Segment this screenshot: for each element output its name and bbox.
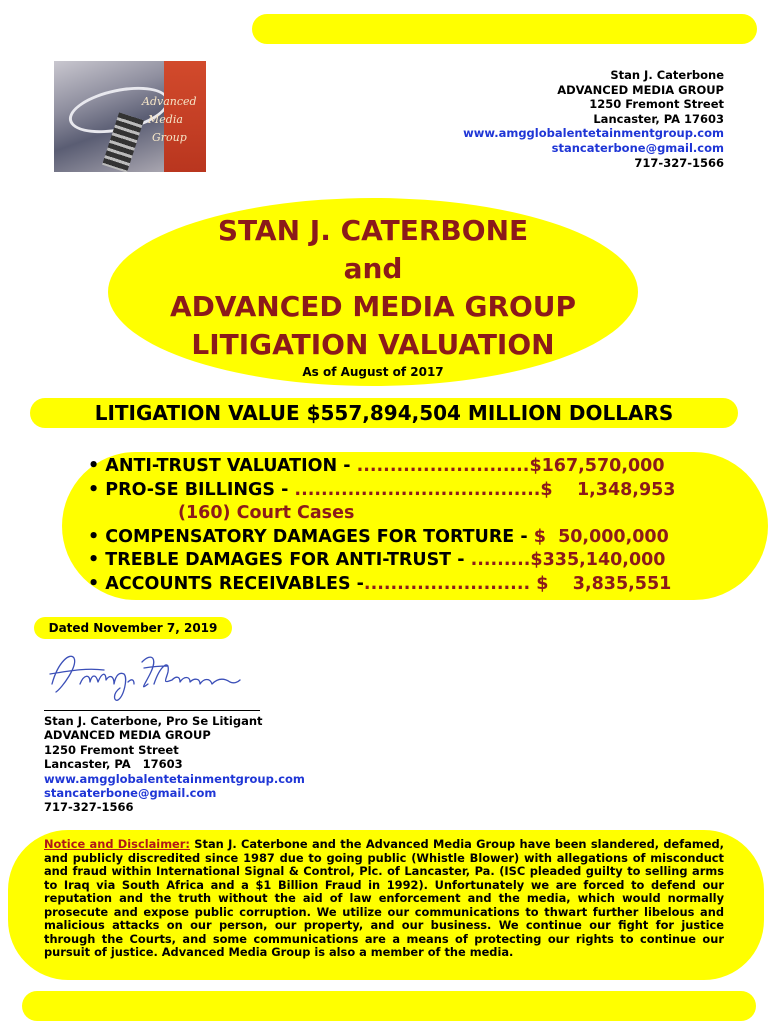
list-item: • PRO-SE BILLINGS - .....................................$ 1,348,953	[88, 479, 676, 500]
notice-body: Stan J. Caterbone and the Advanced Media Group have been slandered, defamed, and publicly discredited since 1987 due to going public (Whistle Blower) with allegations of misconduct and fraud within International Signal & Control, Plc. of Lancaster, Pa. (ISC pleaded guilty to selling arms to Iraq via South Africa and a $1 Billion Fraud in 1992). Unfortunately we are forced to defend our reputation and the truth without the aid of law enforcement and the media, which would normally prosecute and expose public corruption. We utilize our communications to thwart further libelous and malicious attacks on our person, our property, and our business. We continue our fight for justice through the Courts, and some communications are a means of protecting our rights to continue our pursuit of justice. Advanced Media Group is also a member of the media.	[44, 837, 724, 959]
header-website-link[interactable]: www.amgglobalentetainmentgroup.com	[463, 126, 724, 141]
footer-city: Lancaster, PA 17603	[44, 757, 183, 772]
header-street: 1250 Fremont Street	[589, 97, 724, 112]
header-name: Stan J. Caterbone	[610, 68, 724, 82]
list-item: • COMPENSATORY DAMAGES FOR TORTURE - $ 50,000,000	[88, 526, 669, 547]
header-address-block	[463, 68, 724, 170]
header-email-link[interactable]: stancaterbone@gmail.com	[551, 140, 724, 155]
as-of-date: As of August of 2017	[302, 365, 444, 379]
footer-website-link[interactable]: www.amgglobalentetainmentgroup.com	[44, 771, 305, 786]
header-city: Lancaster, PA 17603	[593, 111, 724, 126]
list-item: • ANTI-TRUST VALUATION - ..........................$167,570,000	[88, 456, 665, 476]
bottom-decorative-bar	[22, 991, 756, 1021]
dated-label: Dated November 7, 2019	[48, 621, 218, 635]
list-item: • ACCOUNTS RECEIVABLES -......................... $ 3,835,551	[88, 573, 672, 594]
litigation-value: LITIGATION VALUE $557,894,504 MILLION DOLLARS	[94, 401, 674, 425]
footer-address-block	[44, 714, 305, 815]
footer-org: ADVANCED MEDIA GROUP	[44, 728, 211, 743]
footer-email-link[interactable]: stancaterbone@gmail.com	[44, 786, 217, 801]
valuation-items-list	[88, 455, 728, 596]
title-line-2: and	[343, 252, 403, 285]
signature-line	[44, 710, 260, 711]
header-org: ADVANCED MEDIA GROUP	[557, 82, 724, 97]
footer-name: Stan J. Caterbone, Pro Se Litigant	[44, 714, 263, 728]
notice-heading: Notice and Disclaimer:	[44, 837, 190, 851]
header-phone: 717-327-1566	[634, 155, 724, 170]
title-line-3: ADVANCED MEDIA GROUP	[169, 290, 577, 323]
footer-street: 1250 Fremont Street	[44, 742, 179, 757]
notice-disclaimer	[44, 838, 724, 960]
list-item: • TREBLE DAMAGES FOR ANTI-TRUST - .........$335,140,000	[88, 550, 666, 570]
advanced-media-group-logo	[54, 61, 206, 172]
top-decorative-bar	[252, 14, 757, 44]
handwritten-signature	[44, 644, 244, 702]
title-line-1: STAN J. CATERBONE	[217, 214, 529, 247]
logo-wordmark: Advanced Media Group	[142, 95, 197, 144]
list-item: (160) Court Cases	[178, 503, 355, 523]
title-line-4: LITIGATION VALUATION	[191, 328, 555, 361]
footer-phone: 717-327-1566	[44, 800, 134, 815]
